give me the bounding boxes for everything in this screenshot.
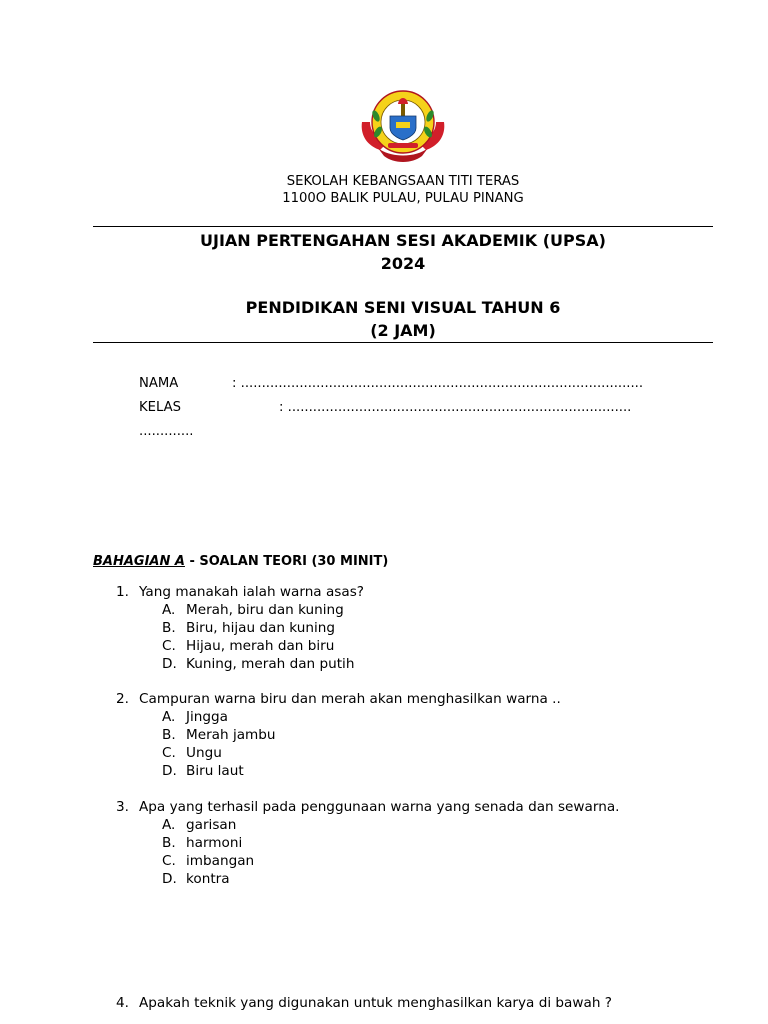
option-letter: B. xyxy=(162,727,176,743)
option-text: Kuning, merah dan putih xyxy=(186,656,355,672)
option-letter: A. xyxy=(162,602,176,618)
school-name: SEKOLAH KEBANGSAAN TITI TERAS xyxy=(286,174,520,189)
section-label: BAHAGIAN A xyxy=(93,554,185,569)
class-field: : .................................................................................. xyxy=(279,400,632,415)
option-text: Biru, hijau dan kuning xyxy=(186,620,335,636)
option-text: Merah, biru dan kuning xyxy=(186,602,344,618)
option-letter: D. xyxy=(162,871,177,887)
option-letter: A. xyxy=(162,817,176,833)
question-number: 1. xyxy=(116,584,129,600)
option-letter: D. xyxy=(162,656,177,672)
name-label: NAMA xyxy=(139,376,179,391)
class-label: KELAS xyxy=(139,400,182,415)
option-letter: C. xyxy=(162,638,176,654)
question-text: Yang manakah ialah warna asas? xyxy=(139,584,364,600)
header-divider-top xyxy=(93,226,713,227)
option-text: Biru laut xyxy=(186,763,244,779)
option-text: imbangan xyxy=(186,853,255,869)
question-text: Campuran warna biru dan merah akan menghasilkan warna .. xyxy=(139,691,561,707)
option-text: garisan xyxy=(186,817,237,833)
option-text: Hijau, merah dan biru xyxy=(186,638,335,654)
class-field-continuation: ............. xyxy=(139,424,194,439)
option-letter: B. xyxy=(162,835,176,851)
option-letter: A. xyxy=(162,709,176,725)
option-text: Jingga xyxy=(186,709,228,725)
section-heading xyxy=(93,554,388,569)
option-text: kontra xyxy=(186,871,230,887)
exam-duration: (2 JAM) xyxy=(370,321,436,340)
option-text: harmoni xyxy=(186,835,243,851)
question-number: 3. xyxy=(116,799,129,815)
exam-year: 2024 xyxy=(380,254,426,273)
option-letter: D. xyxy=(162,763,177,779)
option-letter: C. xyxy=(162,853,176,869)
exam-title: UJIAN PERTENGAHAN SESI AKADEMIK (UPSA) xyxy=(200,231,606,250)
option-letter: C. xyxy=(162,745,176,761)
name-field: : ................................................................................................ xyxy=(232,376,644,391)
school-crest-logo xyxy=(358,86,448,164)
header-divider-bottom xyxy=(93,342,713,343)
subject-title: PENDIDIKAN SENI VISUAL TAHUN 6 xyxy=(245,298,561,317)
school-address: 1100O BALIK PULAU, PULAU PINANG xyxy=(282,191,524,206)
section-title: - SOALAN TEORI (30 MINIT) xyxy=(184,554,389,569)
option-text: Merah jambu xyxy=(186,727,276,743)
question-text: Apa yang terhasil pada penggunaan warna yang senada dan sewarna. xyxy=(139,799,620,815)
question-number: 2. xyxy=(116,691,129,707)
question-number: 4. xyxy=(116,995,129,1011)
option-text: Ungu xyxy=(186,745,222,761)
option-letter: B. xyxy=(162,620,176,636)
question-text: Apakah teknik yang digunakan untuk menghasilkan karya di bawah ? xyxy=(139,995,612,1011)
